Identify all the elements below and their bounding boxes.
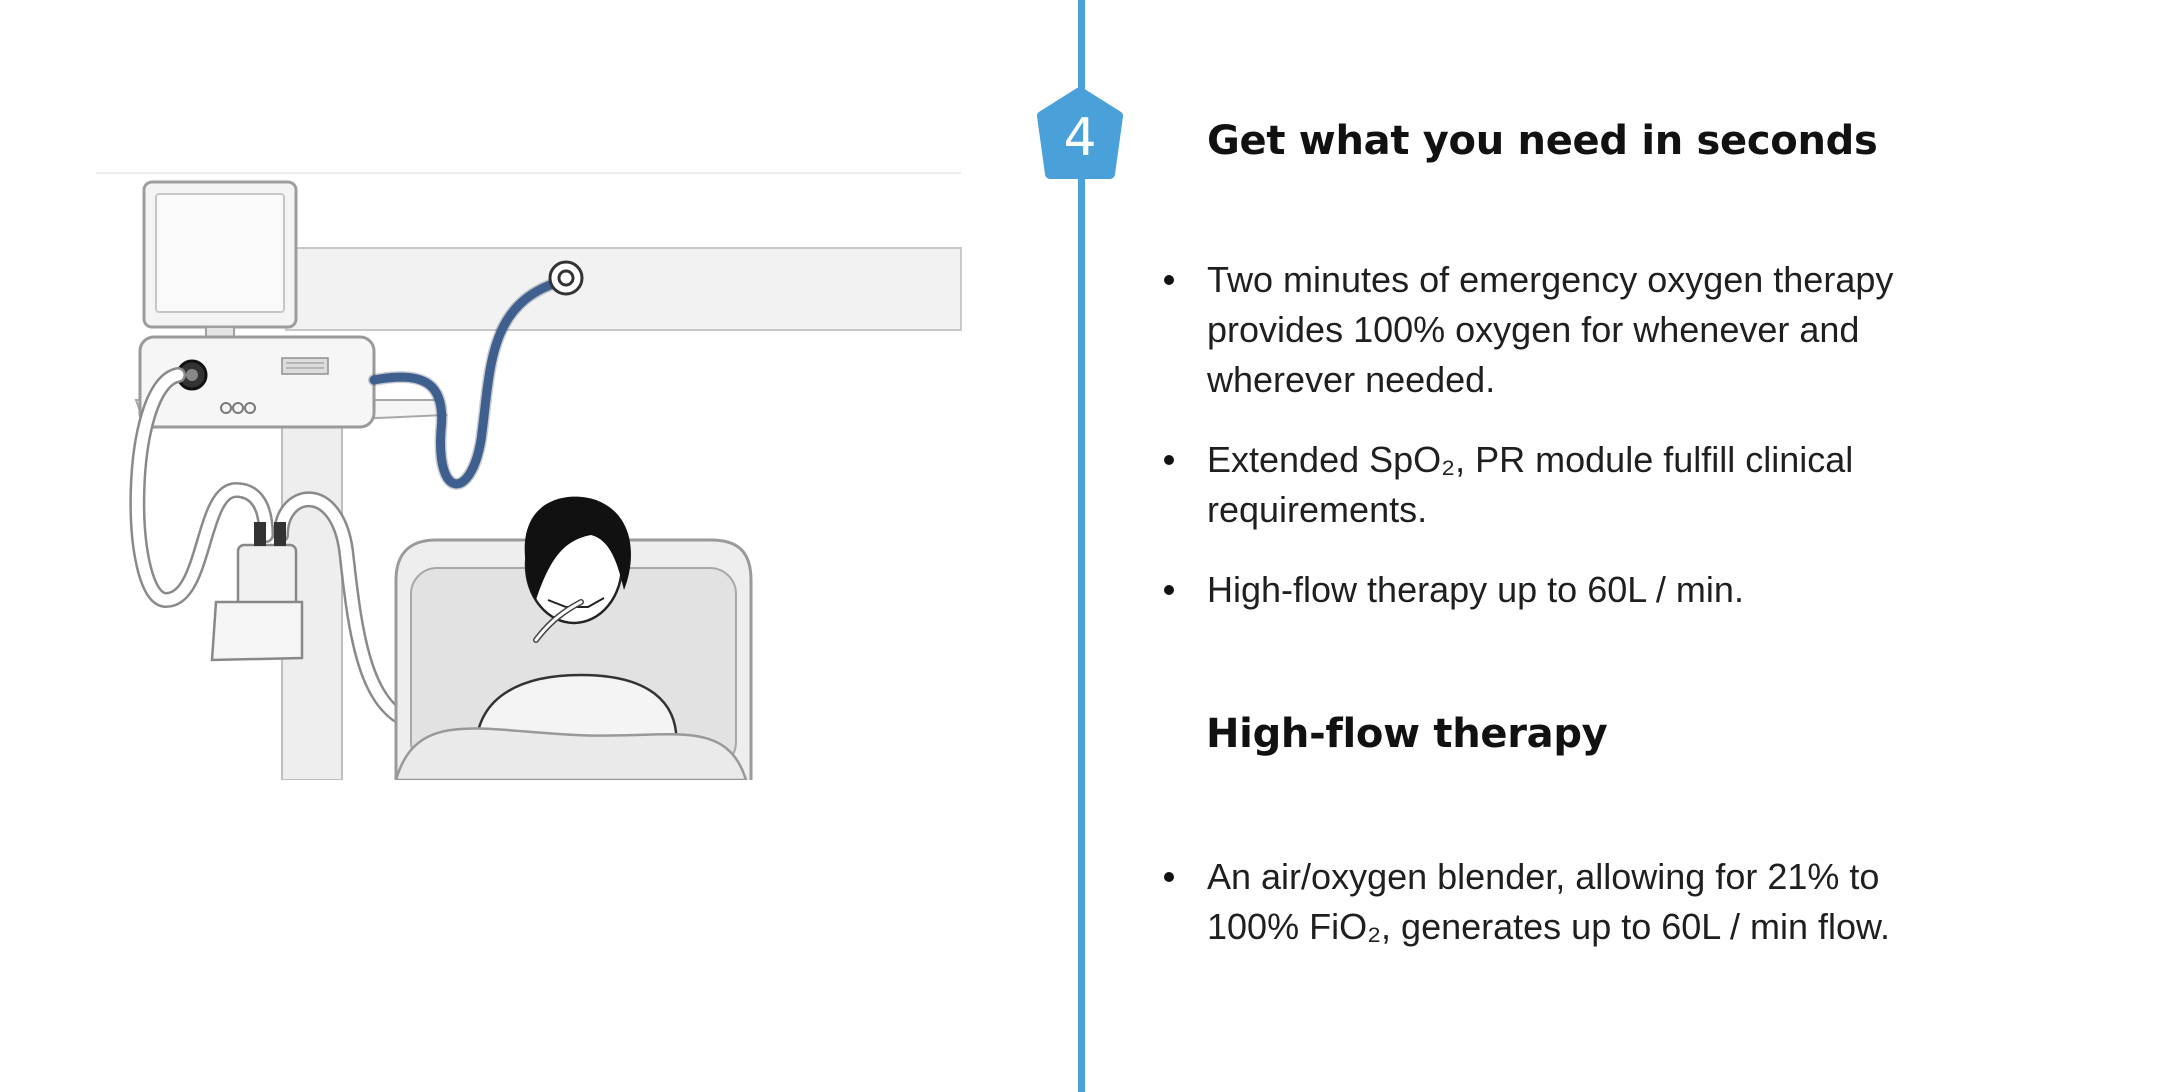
- bullet-item: [1150, 435, 1907, 535]
- bullet-dot-icon: [1164, 585, 1174, 595]
- ventilator-patient-illustration: [96, 170, 966, 780]
- bullet-text: Extended SpO₂, PR module fulfill clinical requirements.: [1207, 439, 1854, 530]
- humidifier-holder: [212, 602, 302, 660]
- high-flow-bullet-list: [1150, 852, 1907, 982]
- bullet-item: [1150, 852, 1907, 952]
- wall-outlet: [550, 262, 582, 294]
- bullet-dot-icon: [1164, 872, 1174, 882]
- bullet-text: High-flow therapy up to 60L / min.: [1207, 569, 1744, 610]
- section-title-get-what-you-need: Get what you need in seconds: [1207, 118, 1878, 164]
- step-number: 4: [1063, 108, 1097, 168]
- bullet-dot-icon: [1164, 275, 1174, 285]
- bullet-dot-icon: [1164, 455, 1174, 465]
- bullet-item: [1150, 565, 1907, 615]
- bullet-item: [1150, 255, 1907, 405]
- bullet-text: An air/oxygen blender, allowing for 21% to 100% FiO₂, generates up to 60L / min flow.: [1207, 856, 1891, 947]
- blanket: [396, 729, 746, 780]
- section-title-high-flow-therapy: High-flow therapy: [1206, 711, 1608, 757]
- feature-bullet-list: [1150, 255, 1907, 645]
- bullet-text: Two minutes of emergency oxygen therapy provides 100% oxygen for whenever and wherever needed.: [1207, 259, 1894, 400]
- wall-rail: [286, 248, 961, 330]
